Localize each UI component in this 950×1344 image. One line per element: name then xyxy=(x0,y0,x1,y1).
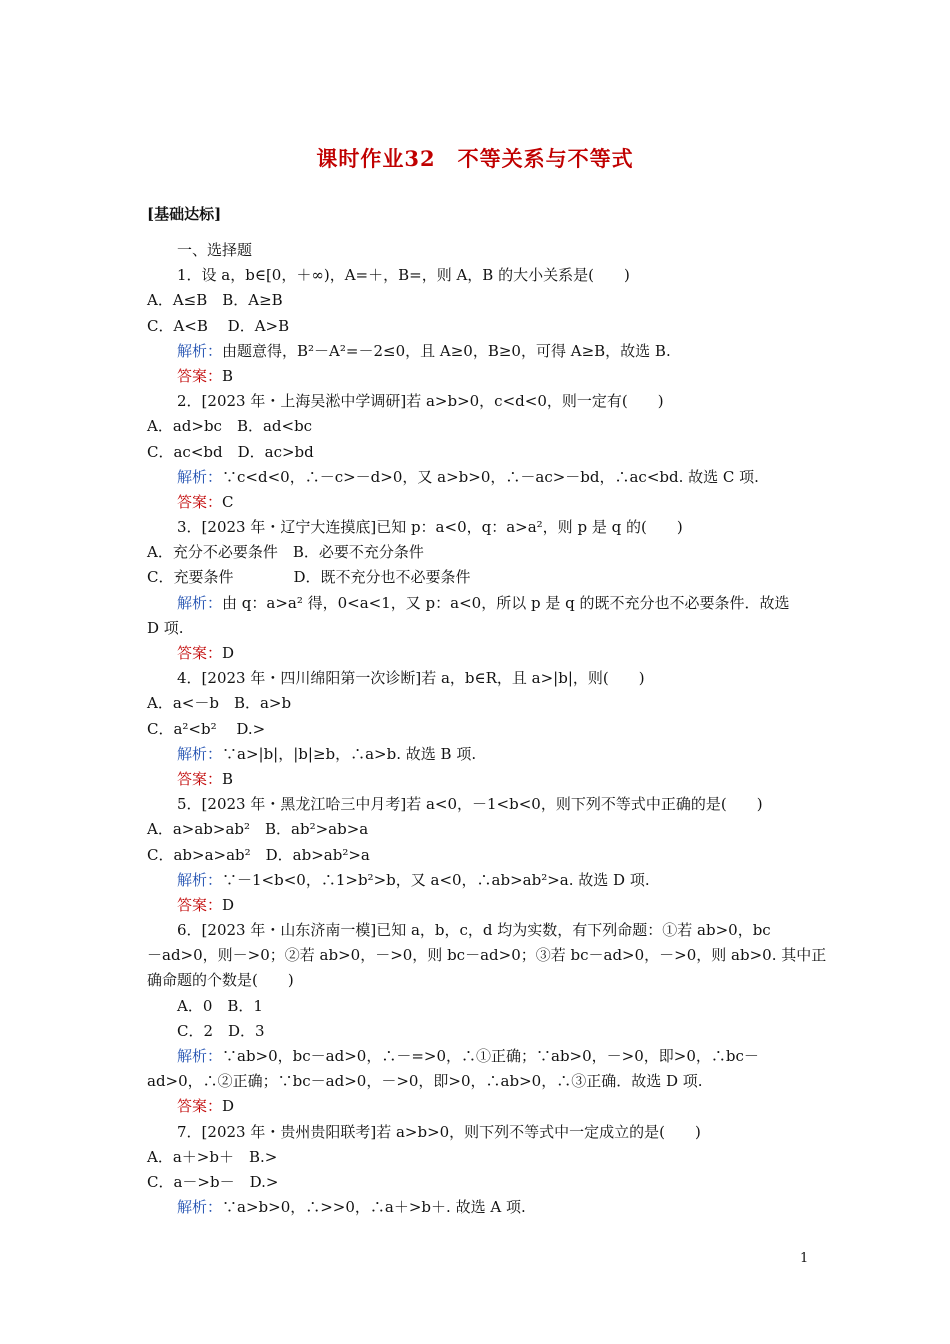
line-text: A．0 B．1 xyxy=(177,996,263,1015)
line-text: D 项. xyxy=(147,618,184,637)
text-line xyxy=(147,314,807,339)
line-text: C．a²<b² D.> xyxy=(147,719,266,738)
text-line xyxy=(147,666,807,691)
text-line xyxy=(147,943,827,968)
text-line xyxy=(147,288,807,313)
text-line xyxy=(147,515,807,540)
line-text: C．ab>a>ab² D．ab>ab²>a xyxy=(147,845,370,864)
page-number: 1 xyxy=(800,1251,809,1266)
text-line xyxy=(147,414,807,439)
text-line xyxy=(147,691,807,716)
text-line xyxy=(147,817,807,842)
line-text: C．充要条件 D．既不充分也不必要条件 xyxy=(147,568,471,587)
text-line xyxy=(147,918,807,943)
text-line xyxy=(147,389,807,414)
section-heading: [基础达标] xyxy=(147,205,222,223)
text-line xyxy=(147,263,807,288)
analysis-line xyxy=(147,465,807,490)
line-text: C．A<B D．A>B xyxy=(147,316,290,335)
page-title: 课时作业32 不等关系与不等式 xyxy=(316,146,634,171)
text-line xyxy=(147,1145,807,1170)
line-text: D xyxy=(222,1097,235,1116)
line-text: A．充分不必要条件 B．必要不充分条件 xyxy=(147,543,424,562)
line-text: 7．[2023 年・贵州贵阳联考]若 a>b>0，则下列不等式中一定成立的是( ) xyxy=(177,1122,701,1141)
text-line xyxy=(147,994,807,1019)
analysis-line xyxy=(147,1044,807,1069)
analysis-line xyxy=(147,591,807,616)
line-text: 3．[2023 年・辽宁大连摸底]已知 p：a<0，q：a>a²，则 p 是 q 的( ) xyxy=(177,518,683,537)
line-text: D xyxy=(222,895,235,914)
answer-line xyxy=(147,641,807,666)
answer-line xyxy=(147,490,807,515)
line-text: ∵a>b>0，∴>>0，∴a＋>b＋. 故选 A 项. xyxy=(222,1198,526,1217)
answer-line xyxy=(147,364,807,389)
line-text: －ad>0，则－>0；②若 ab>0，－>0，则 bc－ad>0；③若 bc－ad>0，－>0，则 ab>0. 其中正 xyxy=(147,946,827,965)
line-text: 由题意得，B²－A²=－2≤0，且 A≥0，B≥0，可得 A≥B，故选 B. xyxy=(222,341,671,360)
analysis-line xyxy=(147,742,807,767)
answer-label: 答案： xyxy=(177,492,223,511)
text-line xyxy=(147,616,807,641)
answer-line xyxy=(147,767,807,792)
line-text: 4．[2023 年・四川绵阳第一次诊断]若 a，b∈R，且 a>|b|，则( ) xyxy=(177,669,645,688)
line-text: 6．[2023 年・山东济南一模]已知 a，b，c，d 均为实数，有下列命题：①若 ab>0，bc xyxy=(177,921,771,940)
analysis-label: 解析： xyxy=(177,870,223,889)
text-line xyxy=(147,843,807,868)
line-text: D xyxy=(222,644,235,662)
line-text: A．ad>bc B．ad<bc xyxy=(147,417,313,436)
line-text: A．A≤B B．A≥B xyxy=(147,291,283,310)
line-text: 5．[2023 年・黑龙江哈三中月考]若 a<0，－1<b<0，则下列不等式中正确的是( ) xyxy=(177,795,763,814)
analysis-label: 解析： xyxy=(177,341,223,360)
text-line xyxy=(147,968,807,993)
answer-label: 答案： xyxy=(177,769,223,788)
line-text: 一、选择题 xyxy=(177,241,253,259)
analysis-label: 解析： xyxy=(177,744,223,763)
analysis-label: 解析： xyxy=(177,467,223,486)
analysis-line xyxy=(147,339,807,364)
line-text: ∵－1<b<0，∴1>b²>b，又 a<0，∴ab>ab²>a. 故选 D 项. xyxy=(222,870,650,889)
answer-label: 答案： xyxy=(177,366,223,385)
answer-label: 答案： xyxy=(177,1097,223,1116)
line-text: B xyxy=(222,769,234,788)
line-text: ∵a>|b|，|b|≥b，∴a>b. 故选 B 项. xyxy=(222,744,477,763)
text-line xyxy=(147,238,807,263)
line-text: ∵c<d<0，∴－c>－d>0，又 a>b>0，∴－ac>－bd，∴ac<bd. 故选 C 项. xyxy=(222,467,759,486)
line-text: ∵ab>0，bc－ad>0，∴－=>0，∴①正确；∵ab>0，－>0，即>0，∴bc－ xyxy=(222,1047,759,1065)
line-text: C．a－>b－ D.> xyxy=(147,1172,279,1191)
line-text: ad>0，∴②正确；∵bc－ad>0，－>0，即>0，∴ab>0，∴③正确．故选 D 项. xyxy=(147,1072,703,1091)
line-text: C xyxy=(222,492,234,511)
line-text: A．a<－b B．a>b xyxy=(147,694,292,713)
line-text: 确命题的个数是( ) xyxy=(147,971,294,990)
line-text: A．a＋>b＋ B.> xyxy=(147,1147,278,1166)
line-text: C．2 D．3 xyxy=(177,1021,265,1040)
line-text: A．a>ab>ab² B．ab²>ab>a xyxy=(147,820,369,839)
text-line xyxy=(147,717,807,742)
line-text: C．ac<bd D．ac>bd xyxy=(147,442,314,461)
text-line xyxy=(147,440,807,465)
analysis-label: 解析： xyxy=(177,1198,223,1217)
line-text: 1．设 a，b∈[0，＋∞)，A=＋，B=，则 A，B 的大小关系是( ) xyxy=(177,266,630,285)
analysis-label: 解析： xyxy=(177,1047,223,1065)
text-line xyxy=(147,1170,807,1195)
text-line xyxy=(147,565,807,590)
text-line xyxy=(147,1120,807,1145)
text-line xyxy=(147,792,807,817)
text-line xyxy=(147,1069,807,1094)
line-text: 2．[2023 年・上海吴淞中学调研]若 a>b>0，c<d<0，则一定有( ) xyxy=(177,392,664,411)
answer-line xyxy=(147,1094,807,1119)
question-body xyxy=(147,238,827,1220)
line-text: 由 q：a>a² 得，0<a<1，又 p：a<0，所以 p 是 q 的既不充分也不必要条件．故选 xyxy=(222,593,790,612)
text-line xyxy=(147,540,807,565)
answer-line xyxy=(147,893,807,918)
text-line xyxy=(147,1019,807,1044)
analysis-line xyxy=(147,868,807,893)
analysis-label: 解析： xyxy=(177,593,223,612)
analysis-line xyxy=(147,1195,807,1220)
answer-label: 答案： xyxy=(177,895,223,914)
line-text: B xyxy=(222,366,234,385)
answer-label: 答案： xyxy=(177,644,223,662)
